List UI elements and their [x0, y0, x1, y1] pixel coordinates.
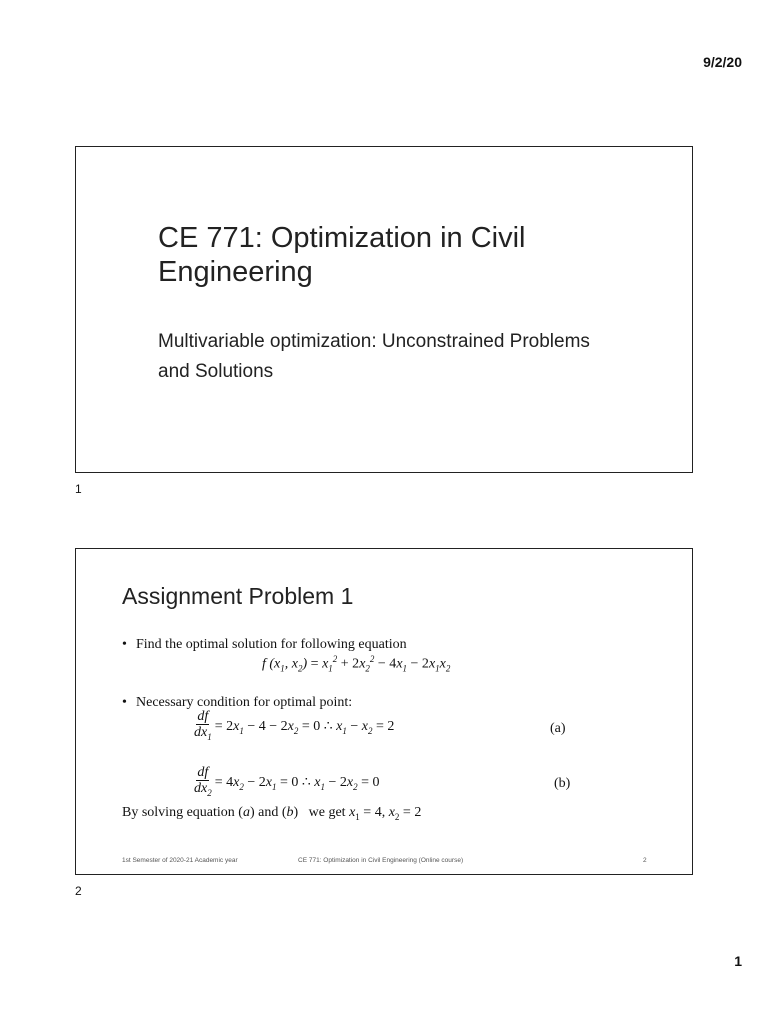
slide-1-title: CE 771: Optimization in Civil Engineering	[158, 222, 526, 288]
bullet-dot: •	[122, 695, 127, 710]
slide-1-subtitle: Multivariable optimization: Unconstrained Problems and Solutions	[158, 331, 590, 382]
bullet-dot: •	[122, 637, 127, 652]
fraction-df-dx1: $\frac{df}{dx_1}$	[194, 709, 212, 742]
slide-footer-number: 2	[643, 857, 647, 864]
header-date: 9/2/20	[703, 54, 742, 70]
equation-label-b: (b)	[554, 776, 571, 791]
solution-line: By solving equation (a) and (b) we get $x_1 = 4$, $x_2 = 2$	[122, 805, 422, 822]
equation-label-a: (a)	[550, 721, 566, 736]
fraction-df-dx2: $\frac{df}{dx_2}$	[194, 765, 212, 798]
slide-2	[75, 548, 693, 875]
bullet-1-text: Find the optimal solution for following equation	[136, 637, 407, 652]
slide-1	[75, 146, 693, 473]
objective-function-equation: f ($x_1$, $x_2) = x_1^2 + 2x_2^2 - 4x_1 - 2x_1x_2$	[262, 654, 451, 674]
bullet-2-text: Necessary condition for optimal point:	[136, 695, 353, 710]
slide-1-number: 1	[75, 482, 82, 496]
slide-footer-semester: 1st Semester of 2020-21 Academic year	[122, 857, 238, 864]
page-number: 1	[734, 953, 742, 969]
slide-footer-course: CE 771: Optimization in Civil Engineering (Online course)	[298, 857, 464, 864]
derivative-equation-b: $\frac{df}{dx_2}$ = $4x_2 - 2x_1 = 0$ ∴ $x_1 - 2x_2 = 0$	[194, 765, 380, 801]
slide-2-title: Assignment Problem 1	[122, 583, 354, 609]
slide-2-number: 2	[75, 884, 82, 898]
derivative-equation-a: $\frac{df}{dx_1}$ = $2x_1 - 4 - 2x_2 = 0$ ∴ $x_1 - x_2 = 2$	[194, 709, 394, 745]
bullet-find-optimal	[122, 637, 407, 653]
